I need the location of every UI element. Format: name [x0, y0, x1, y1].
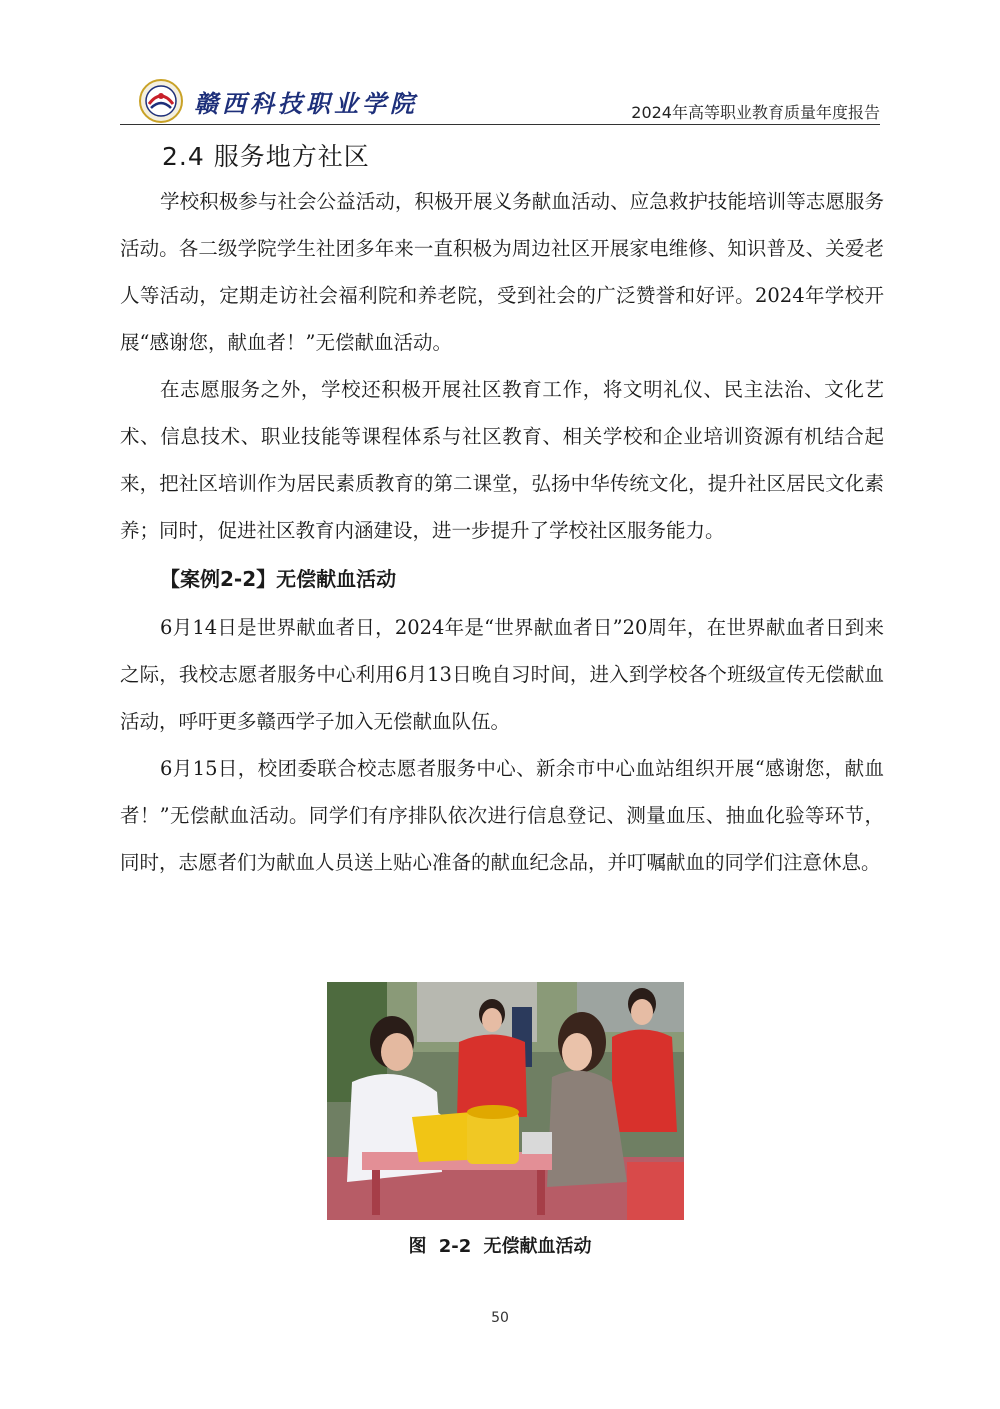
header-divider	[120, 124, 880, 125]
section-paragraph: 在志愿服务之外，学校还积极开展社区教育工作，将文明礼仪、民主法治、文化艺术、信息技术、职业技能等课程体系与社区教育、相关学校和企业培训资源有机结合起来，把社区培训作为居民素质教育的第二课堂，弘扬中华传统文化，提升社区居民文化素养；同时，促进社区教育内涵建设，进一步提升了学校社区服务能力。	[120, 378, 884, 542]
section-paragraph: 学校积极参与社会公益活动，积极开展义务献血活动、应急救护技能培训等志愿服务活动。各二级学院学生社团多年来一直积极为周边社区开展家电维修、知识普及、关爱老人等活动，定期走访社会福利院和养老院，受到社会的广泛赞誉和好评。2024年学校开展“感谢您，献血者！”无偿献血活动。	[120, 190, 884, 354]
report-title: 2024年高等职业教育质量年度报告	[631, 103, 880, 122]
page-number: 50	[491, 1310, 509, 1326]
case-paragraph: 6月15日，校团委联合校志愿者服务中心、新余市中心血站组织开展“感谢您，献血者！”无偿献血活动。同学们有序排队依次进行信息登记、测量血压、抽血化验等环节，同时，志愿者们为献血人员送上贴心准备的献血纪念品，并叮嘱献血的同学们注意休息。	[120, 757, 884, 874]
page-header	[120, 70, 880, 126]
case-title: 【案例2-2】无偿献血活动	[160, 567, 397, 591]
blood-donation-photo	[327, 982, 684, 1220]
section-title: 2.4 服务地方社区	[162, 142, 370, 171]
school-emblem-icon	[138, 78, 184, 124]
case-paragraph: 6月14日是世界献血者日，2024年是“世界献血者日”20周年，在世界献血者日到来之际，我校志愿者服务中心利用6月13日晚自习时间，进入到学校各个班级宣传无偿献血活动，呼吁更多赣西学子加入无偿献血队伍。	[120, 616, 884, 733]
school-name: 赣西科技职业学院	[194, 90, 418, 118]
main-content	[120, 136, 884, 886]
figure-caption: 图 2-2 无偿献血活动	[408, 1236, 592, 1257]
